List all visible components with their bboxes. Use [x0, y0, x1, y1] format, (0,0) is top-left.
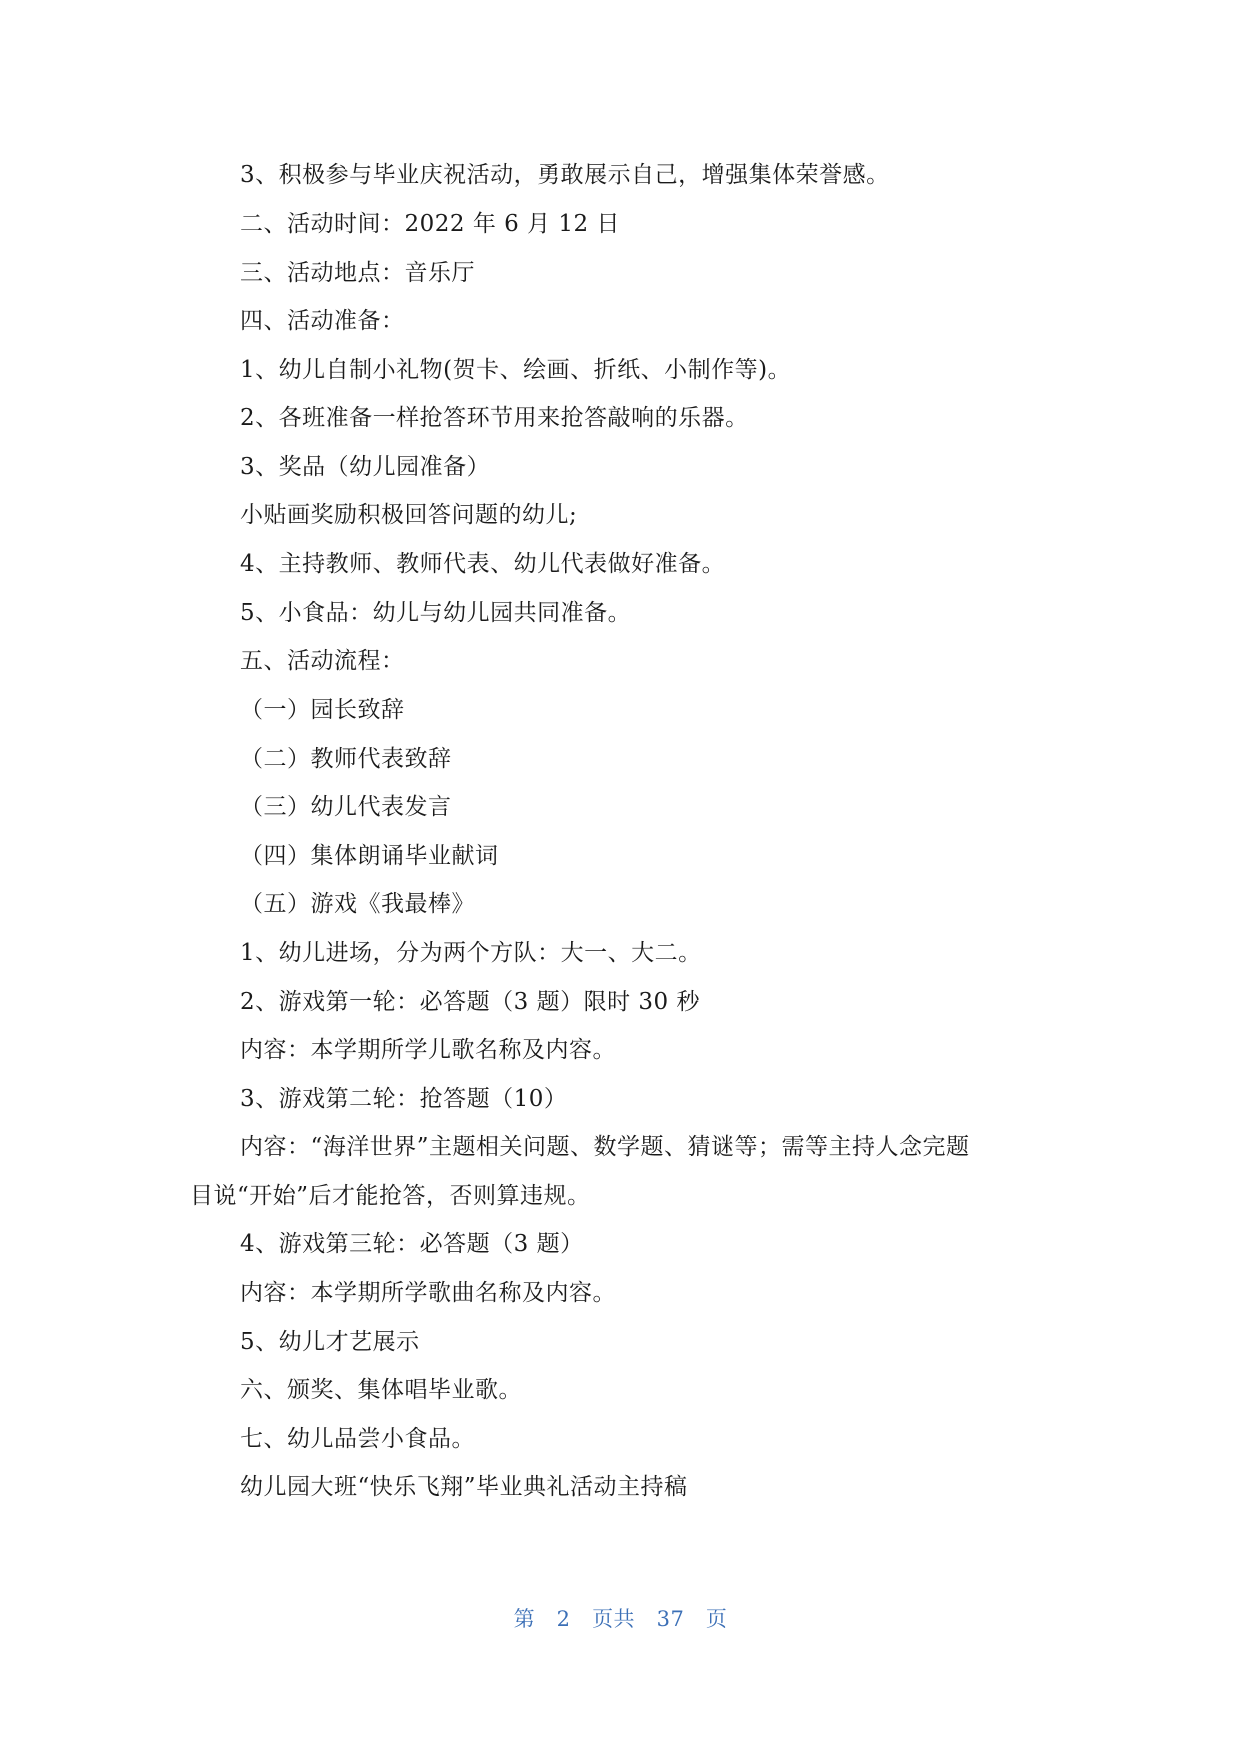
total-pages-number: 37	[656, 1607, 685, 1631]
paragraph-line: （二）教师代表致辞	[240, 746, 452, 772]
paragraph-line: 五、活动流程：	[240, 648, 405, 674]
paragraph-line: 3、游戏第二轮：抢答题（10）	[240, 1086, 568, 1112]
paragraph-line: 1、幼儿进场，分为两个方队：大一、大二。	[240, 940, 702, 966]
paragraph-line: 3、积极参与毕业庆祝活动，勇敢展示自己，增强集体荣誉感。	[240, 162, 890, 188]
paragraph-line: 1、幼儿自制小礼物(贺卡、绘画、折纸、小制作等)。	[240, 357, 792, 383]
footer-middle: 页共	[592, 1607, 636, 1631]
paragraph-line: 六、颁奖、集体唱毕业歌。	[240, 1377, 522, 1403]
footer-prefix: 第	[513, 1607, 536, 1631]
paragraph-line: 内容：本学期所学儿歌名称及内容。	[240, 1037, 616, 1063]
paragraph-line: 4、游戏第三轮：必答题（3 题）	[240, 1231, 584, 1257]
paragraph-line: 七、幼儿品尝小食品。	[240, 1426, 475, 1452]
paragraph-line: （五）游戏《我最棒》	[240, 891, 475, 917]
paragraph-line: 目说“开始”后才能抢答，否则算违规。	[190, 1183, 591, 1209]
paragraph-line: 四、活动准备：	[240, 308, 405, 334]
paragraph-line: 三、活动地点：音乐厅	[240, 260, 475, 286]
paragraph-line: 幼儿园大班“快乐飞翔”毕业典礼活动主持稿	[240, 1474, 688, 1500]
footer-suffix: 页	[705, 1607, 728, 1631]
page-footer	[0, 1604, 1241, 1634]
current-page-number: 2	[556, 1607, 571, 1631]
paragraph-line: （四）集体朗诵毕业献词	[240, 843, 499, 869]
paragraph-line: 2、各班准备一样抢答环节用来抢答敲响的乐器。	[240, 405, 749, 431]
paragraph-line: 内容：本学期所学歌曲名称及内容。	[240, 1280, 616, 1306]
paragraph-line: 内容：“海洋世界”主题相关问题、数学题、猜谜等；需等主持人念完题	[240, 1134, 970, 1160]
paragraph-line: （一）园长致辞	[240, 697, 405, 723]
paragraph-line: （三）幼儿代表发言	[240, 794, 452, 820]
paragraph-line: 小贴画奖励积极回答问题的幼儿;	[240, 502, 578, 528]
paragraph-line: 5、幼儿才艺展示	[240, 1329, 420, 1355]
paragraph-line: 4、主持教师、教师代表、幼儿代表做好准备。	[240, 551, 726, 577]
paragraph-line: 2、游戏第一轮：必答题（3 题）限时 30 秒	[240, 989, 700, 1015]
paragraph-line: 3、奖品（幼儿园准备）	[240, 454, 491, 480]
paragraph-line: 二、活动时间：2022 年 6 月 12 日	[240, 211, 620, 237]
paragraph-line: 5、小食品：幼儿与幼儿园共同准备。	[240, 600, 632, 626]
